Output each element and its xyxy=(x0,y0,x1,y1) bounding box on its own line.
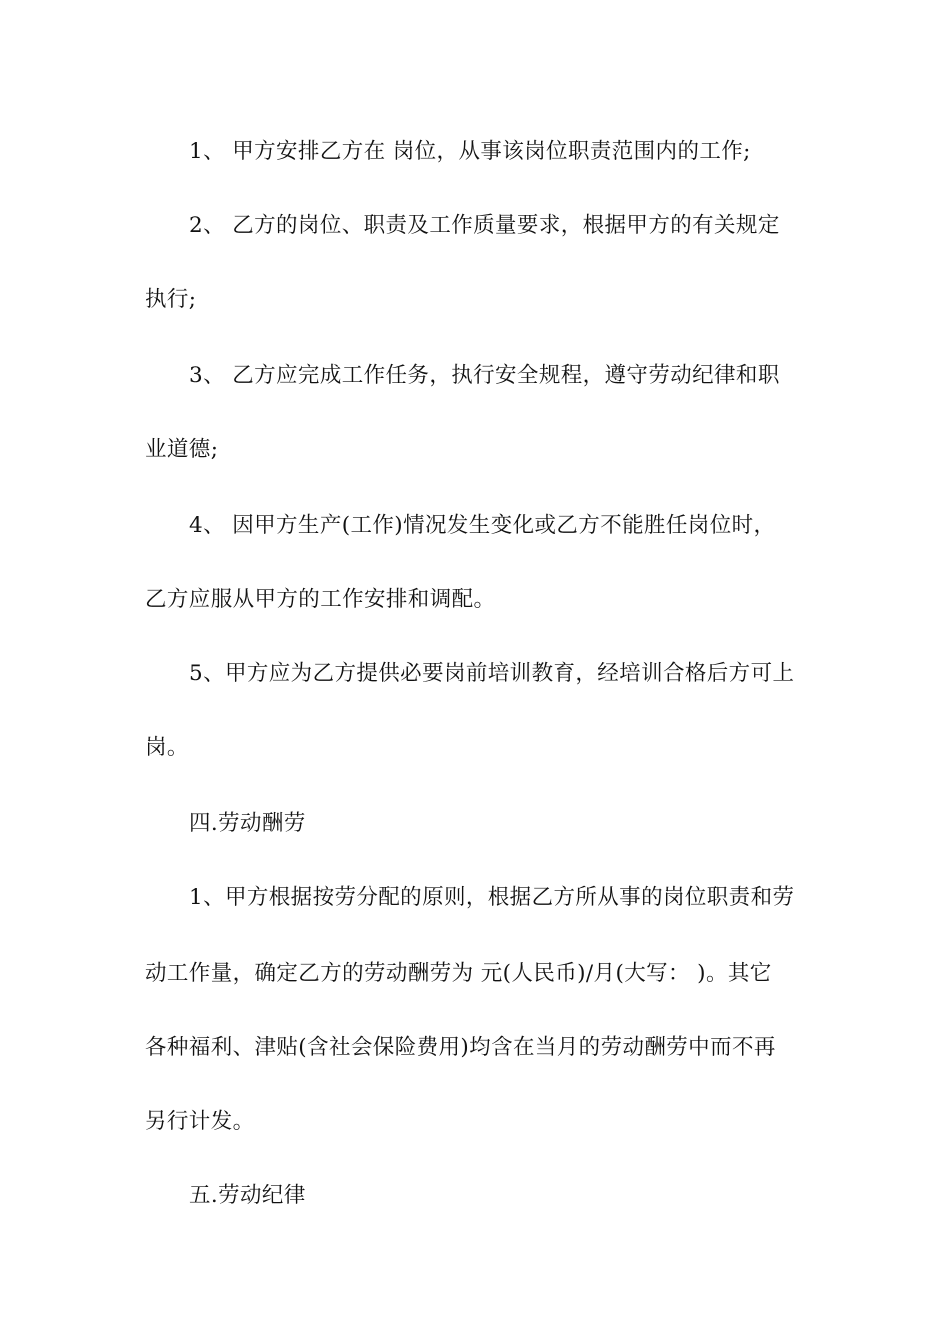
section-heading-5: 五.劳动纪律 xyxy=(189,1183,306,1208)
clause-3-4-line-2: 乙方应服从甲方的工作安排和调配。 xyxy=(145,587,496,612)
clause-4-1-line-2: 动工作量，确定乙方的劳动酬劳为 元(人民币)/月(大写： )。其它 xyxy=(145,961,772,986)
section-heading-4: 四.劳动酬劳 xyxy=(189,811,306,836)
clause-4-1-line-4: 另行计发。 xyxy=(145,1109,255,1134)
clause-3-5-line-2: 岗。 xyxy=(145,735,189,760)
clause-3-2-line-2: 执行; xyxy=(145,287,197,312)
clause-3-2-line-1: 2、 乙方的岗位、职责及工作质量要求，根据甲方的有关规定 xyxy=(189,213,780,238)
clause-3-4-line-1: 4、 因甲方生产(工作)情况发生变化或乙方不能胜任岗位时， xyxy=(189,513,776,538)
clause-3-3-line-2: 业道德; xyxy=(145,437,219,462)
clause-4-1-line-1: 1、甲方根据按劳分配的原则，根据乙方所从事的岗位职责和劳 xyxy=(189,885,795,910)
clause-3-3-line-1: 3、 乙方应完成工作任务，执行安全规程，遵守劳动纪律和职 xyxy=(189,363,780,388)
clause-3-1: 1、 甲方安排乙方在 岗位，从事该岗位职责范围内的工作; xyxy=(189,139,751,164)
clause-3-5-line-1: 5、甲方应为乙方提供必要岗前培训教育，经培训合格后方可上 xyxy=(189,661,795,686)
clause-4-1-line-3: 各种福利、津贴(含社会保险费用)均含在当月的劳动酬劳中而不再 xyxy=(145,1035,776,1060)
